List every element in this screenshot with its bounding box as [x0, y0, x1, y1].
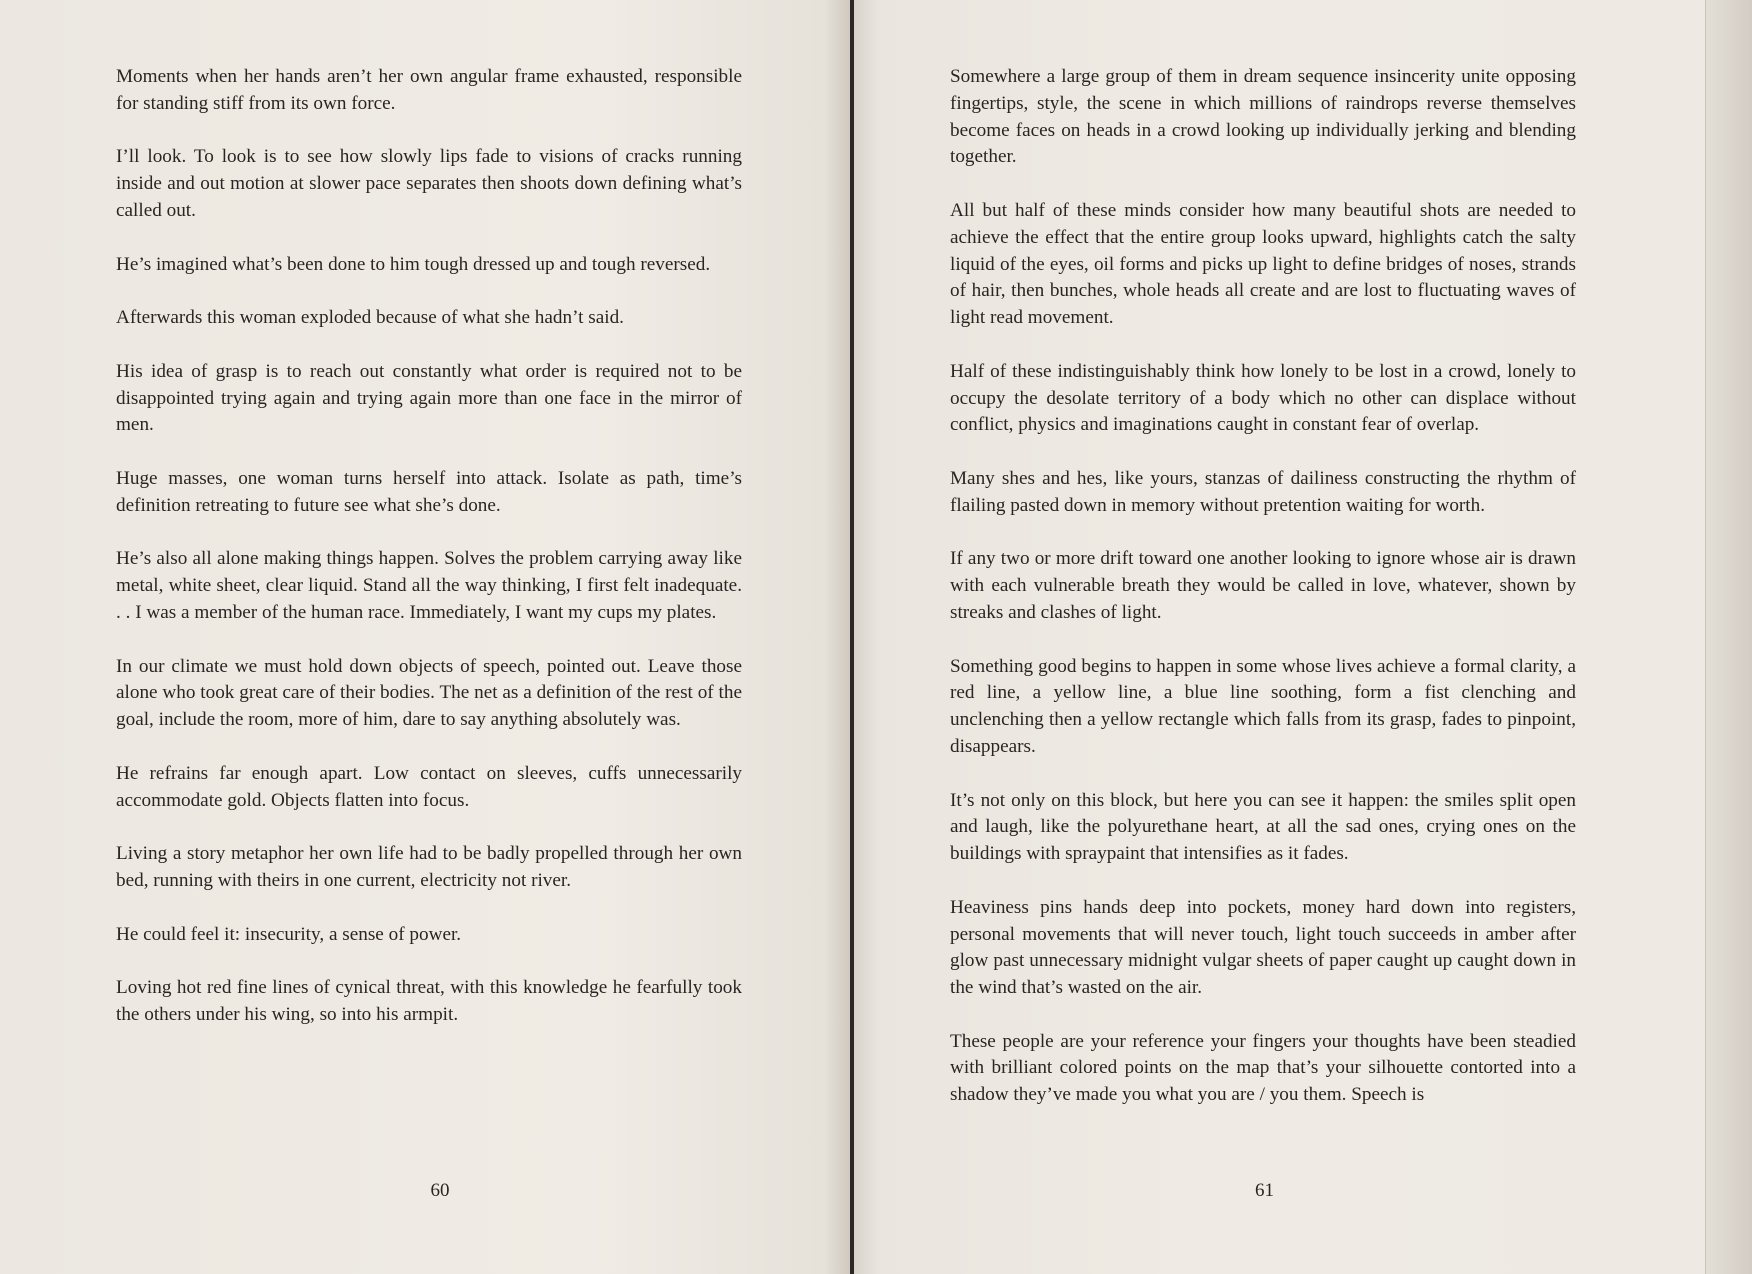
right-paragraph-4: Many shes and hes, like yours, stanzas of dailiness constructing the rhythm of flailing pasted down in memory without pretention waiting for worth.	[950, 467, 1576, 516]
left-paragraph-5: His idea of grasp is to reach out constantly what order is required not to be disappointed trying again and trying again more than one face in the mirror of men.	[116, 360, 742, 436]
left-paragraph-6: Huge masses, one woman turns herself into attack. Isolate as path, time’s definition retreating to future see what she’s done.	[116, 467, 742, 516]
left-paragraph-10: Living a story metaphor her own life had to be badly propelled through her own bed, running with theirs in one current, electricity not river.	[116, 843, 742, 891]
left-paragraph-3: He’s imagined what’s been done to him tough dressed up and tough reversed.	[116, 253, 711, 275]
right-paragraph-7: It’s not only on this block, but here you can see it happen: the smiles split open and laugh, like the polyurethane heart, at all the sad ones, crying ones on the buildings with spraypaint that intensifies as it fades.	[950, 789, 1576, 865]
left-paragraph-12: Loving hot red fine lines of cynical threat, with this knowledge he fearfully took the others under his wing, so into his armpit.	[116, 977, 742, 1025]
left-paragraph-8: In our climate we must hold down objects of speech, pointed out. Leave those alone who took great care of their bodies. The net as a definition of the rest of the goal, include the room, more of him, dare to say anything absolutely was.	[116, 655, 742, 731]
right-paragraph-3: Half of these indistinguishably think how lonely to be lost in a crowd, lonely to occupy the desolate territory of a body which no other can displace without conflict, physics and imaginations caught in constant fear of overlap.	[950, 360, 1576, 436]
left-paragraph-1: Moments when her hands aren’t her own angular frame exhausted, responsible for standing stiff from its own force.	[116, 66, 742, 114]
page-number-right: 61	[1255, 1180, 1274, 1201]
left-paragraph-4: Afterwards this woman exploded because of what she hadn’t said.	[116, 307, 624, 329]
right-page-text	[950, 64, 1576, 1136]
right-page	[854, 0, 1705, 1274]
right-paragraph-9: These people are your reference your fingers your thoughts have been steadied with brilliant colored points on the map that’s your silhouette contorted into a shadow they’ve made you what you are / you them. Speech is	[950, 1030, 1576, 1106]
right-paragraph-8: Heaviness pins hands deep into pockets, money hard down into registers, personal movements that will never touch, light touch succeeds in amber after glow past unnecessary midnight vulgar sheets of paper caught up caught down in the wind that’s wasted on the air.	[950, 896, 1576, 999]
page-edge	[1705, 0, 1752, 1274]
left-page-text	[116, 64, 742, 1055]
right-paragraph-2: All but half of these minds consider how many beautiful shots are needed to achieve the effect that the entire group looks upward, highlights catch the salty liquid of the eyes, oil forms and picks up light to define bridges of noses, strands of hair, then bunches, whole heads all create and are lost to fluctuating waves of light read movement.	[950, 199, 1576, 329]
left-paragraph-7: He’s also all alone making things happen. Solves the problem carrying away like metal, white sheet, clear liquid. Stand all the way thinking, I first felt inadequate. . . I was a member of the human race. Immediately, I want my cups my plates.	[116, 548, 742, 623]
right-paragraph-6: Something good begins to happen in some whose lives achieve a formal clarity, a red line, a yellow line, a blue line soothing, form a fist clenching and unclenching then a yellow rectangle which falls from its grasp, fades to pinpoint, disappears.	[950, 655, 1576, 757]
right-paragraph-5: If any two or more drift toward one another looking to ignore whose air is drawn with each vulnerable breath they would be called in love, whatever, shown by streaks and clashes of light.	[950, 548, 1576, 623]
right-paragraph-1: Somewhere a large group of them in dream sequence insincerity unite opposing fingertips, style, the scene in which millions of raindrops reverse themselves become faces on heads in a crowd looking up individually jerking and blending together.	[950, 66, 1576, 168]
left-page	[0, 0, 850, 1274]
left-paragraph-2: I’ll look. To look is to see how slowly lips fade to visions of cracks running inside and out motion at slower pace separates then shoots down defining what’s called out.	[116, 146, 742, 221]
left-paragraph-9: He refrains far enough apart. Low contact on sleeves, cuffs unnecessarily accommodate gold. Objects flatten into focus.	[116, 762, 742, 811]
left-paragraph-11: He could feel it: insecurity, a sense of power.	[116, 923, 462, 945]
page-number-left: 60	[430, 1180, 450, 1201]
